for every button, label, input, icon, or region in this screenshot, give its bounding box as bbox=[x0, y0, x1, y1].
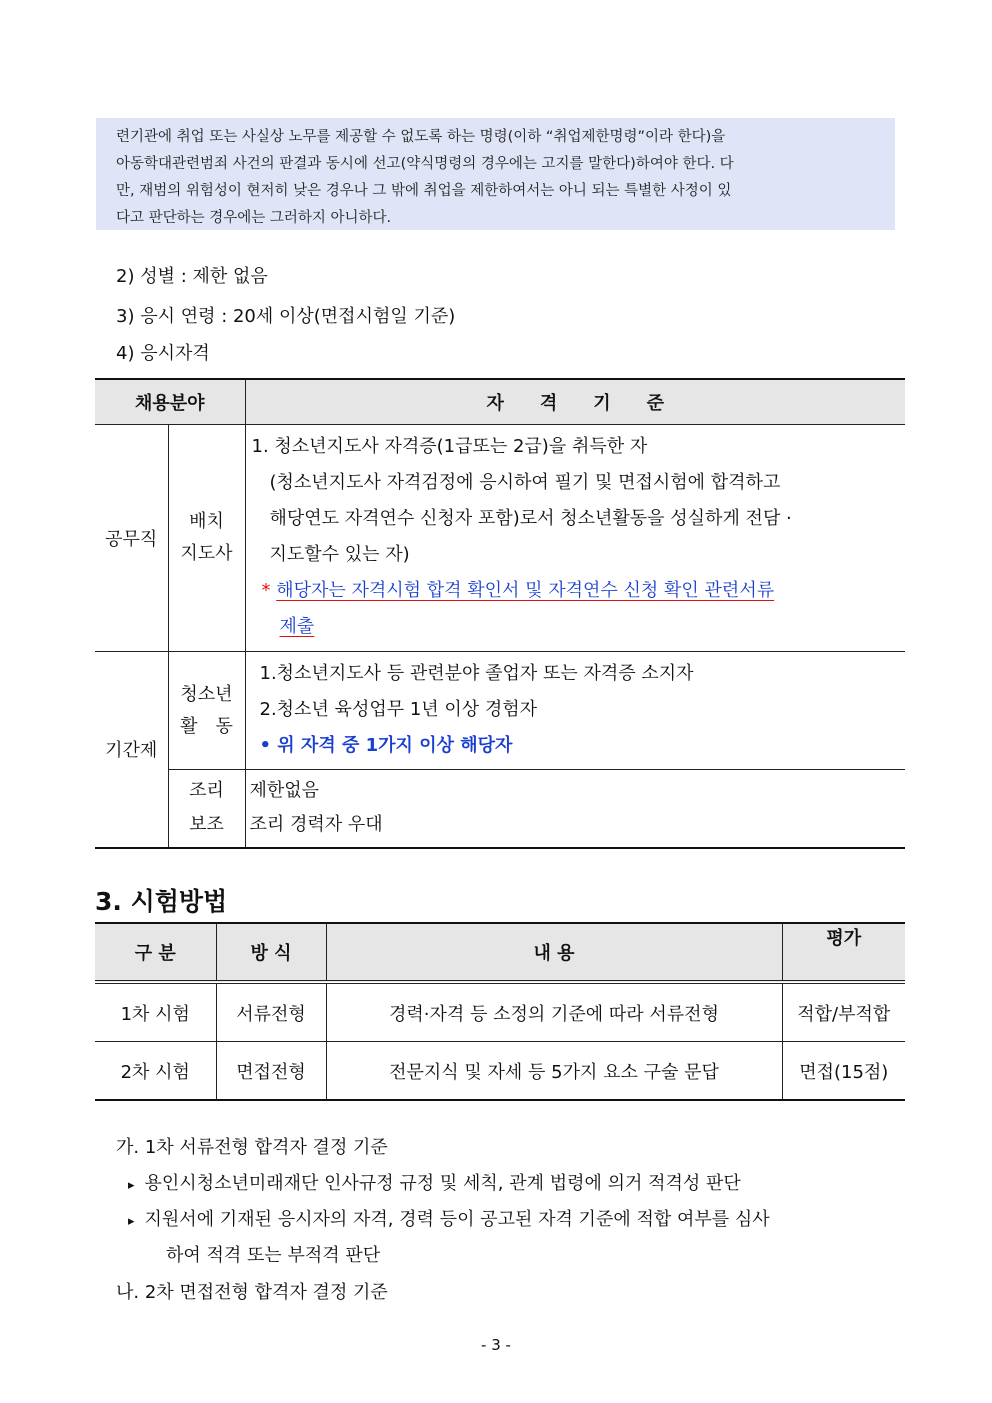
table-row bbox=[95, 770, 905, 848]
table-header-row bbox=[95, 379, 905, 425]
header-criteria: 자 격 기 준 bbox=[245, 379, 905, 425]
notice-line: 련기관에 취업 또는 사실상 노무를 제공할 수 없도록 하는 명령(이하 “취업제한명령”이라 한다)을 bbox=[116, 129, 726, 145]
criteria-line: 조리 경력자 우대 bbox=[249, 814, 383, 835]
note-text: 제출 bbox=[279, 616, 315, 637]
item-gender: 2) 성별 : 제한 없음 bbox=[116, 266, 268, 287]
header-cell: 구 분 bbox=[95, 923, 216, 982]
table-row bbox=[95, 652, 905, 770]
criteria-na: 나. 2차 면접전형 합격자 결정 기준 bbox=[116, 1282, 388, 1303]
table-cell: 면접(15점) bbox=[782, 1042, 905, 1101]
qualification-table bbox=[95, 378, 905, 849]
table-cell: 면접전형 bbox=[216, 1042, 326, 1101]
section-title: 3. 시험방법 bbox=[95, 887, 228, 916]
exam-method-table bbox=[95, 922, 905, 1101]
criteria-cell bbox=[245, 425, 905, 652]
criteria-note bbox=[252, 573, 900, 609]
role-cell bbox=[168, 770, 245, 848]
table-cell: 적합/부적합 bbox=[782, 982, 905, 1042]
role-label: 배치 bbox=[189, 511, 224, 532]
criteria-line: (청소년지도사 자격검정에 응시하여 필기 및 면접시험에 합격하고 bbox=[269, 472, 781, 493]
bullet-text: 지원서에 기재된 응시자의 자격, 경력 등이 공고된 자격 기준에 적합 여부를 심사 bbox=[144, 1209, 770, 1230]
item-age: 3) 응시 연령 : 20세 이상(면접시험일 기준) bbox=[116, 306, 456, 327]
bullet-text: 용인시청소년미래재단 인사규정 규정 및 세칙, 관계 법령에 의거 적격성 판단 bbox=[144, 1173, 741, 1194]
table-header-row bbox=[95, 923, 905, 982]
criteria-cell bbox=[245, 652, 905, 770]
note-text: 해당자는 자격시험 합격 확인서 및 자격연수 신청 확인 관련서류 bbox=[276, 580, 775, 601]
table-row bbox=[95, 1042, 905, 1101]
notice-line: 만, 재범의 위험성이 현저히 낮은 경우나 그 밖에 취업을 제한하여서는 아니 되는 특별한 사정이 있 bbox=[116, 183, 732, 199]
bullet-icon: ▸ bbox=[128, 1214, 135, 1229]
category-cell: 기간제 bbox=[95, 652, 168, 848]
header-cell: 방 식 bbox=[216, 923, 326, 982]
category-cell: 공무직 bbox=[95, 425, 168, 652]
header-field: 채용분야 bbox=[95, 379, 245, 425]
table-row bbox=[95, 425, 905, 652]
table-cell: 2차 시험 bbox=[95, 1042, 216, 1101]
criteria-note bbox=[252, 609, 900, 645]
table-cell: 경력·자격 등 소정의 기준에 따라 서류전형 bbox=[326, 982, 782, 1042]
header-cell: 평가 bbox=[782, 923, 905, 982]
table-cell: 1차 시험 bbox=[95, 982, 216, 1042]
table-cell: 전문지식 및 자세 등 5가지 요소 구술 문답 bbox=[326, 1042, 782, 1101]
role-label: 보조 bbox=[189, 814, 224, 836]
criteria-line: 2.청소년 육성업무 1년 이상 경험자 bbox=[259, 699, 538, 720]
item-qualification: 4) 응시자격 bbox=[116, 343, 210, 364]
table-row bbox=[95, 982, 905, 1042]
criteria-line: 1.청소년지도사 등 관련분야 졸업자 또는 자격증 소지자 bbox=[259, 663, 694, 684]
page-number: - 3 - bbox=[481, 1336, 511, 1354]
note-mark: * bbox=[261, 580, 271, 601]
role-label: 활 동 bbox=[180, 715, 233, 737]
criteria-note: • 위 자격 중 1가지 이상 해당자 bbox=[259, 735, 513, 756]
notice-box bbox=[96, 118, 895, 230]
role-label: 조리 bbox=[189, 780, 224, 802]
bullet-icon: ▸ bbox=[128, 1178, 135, 1193]
criteria-line: 지도할수 있는 자) bbox=[269, 544, 410, 565]
criteria-bullet bbox=[128, 1205, 770, 1231]
header-cell: 내 용 bbox=[326, 923, 782, 982]
notice-line: 아동학대관련범죄 사건의 판결과 동시에 선고(약식명령의 경우에는 고지를 말한다)하여야 한다. 다 bbox=[116, 156, 734, 172]
notice-line: 다고 판단하는 경우에는 그러하지 아니하다. bbox=[116, 210, 392, 226]
criteria-line: 제한없음 bbox=[249, 780, 320, 801]
role-cell bbox=[168, 425, 245, 652]
criteria-ga: 가. 1차 서류전형 합격자 결정 기준 bbox=[116, 1137, 388, 1158]
table-cell: 서류전형 bbox=[216, 982, 326, 1042]
role-label: 지도사 bbox=[180, 543, 233, 564]
criteria-cell bbox=[245, 770, 905, 848]
bullet-continuation: 하여 적격 또는 부적격 판단 bbox=[166, 1245, 381, 1266]
role-cell bbox=[168, 652, 245, 770]
criteria-line: 1. 청소년지도사 자격증(1급또는 2급)을 취득한 자 bbox=[251, 436, 648, 457]
criteria-line: 해당연도 자격연수 신청자 포함)로서 청소년활동을 성실하게 전담 · bbox=[269, 508, 792, 529]
role-label: 청소년 bbox=[180, 683, 233, 705]
criteria-bullet bbox=[128, 1169, 741, 1195]
